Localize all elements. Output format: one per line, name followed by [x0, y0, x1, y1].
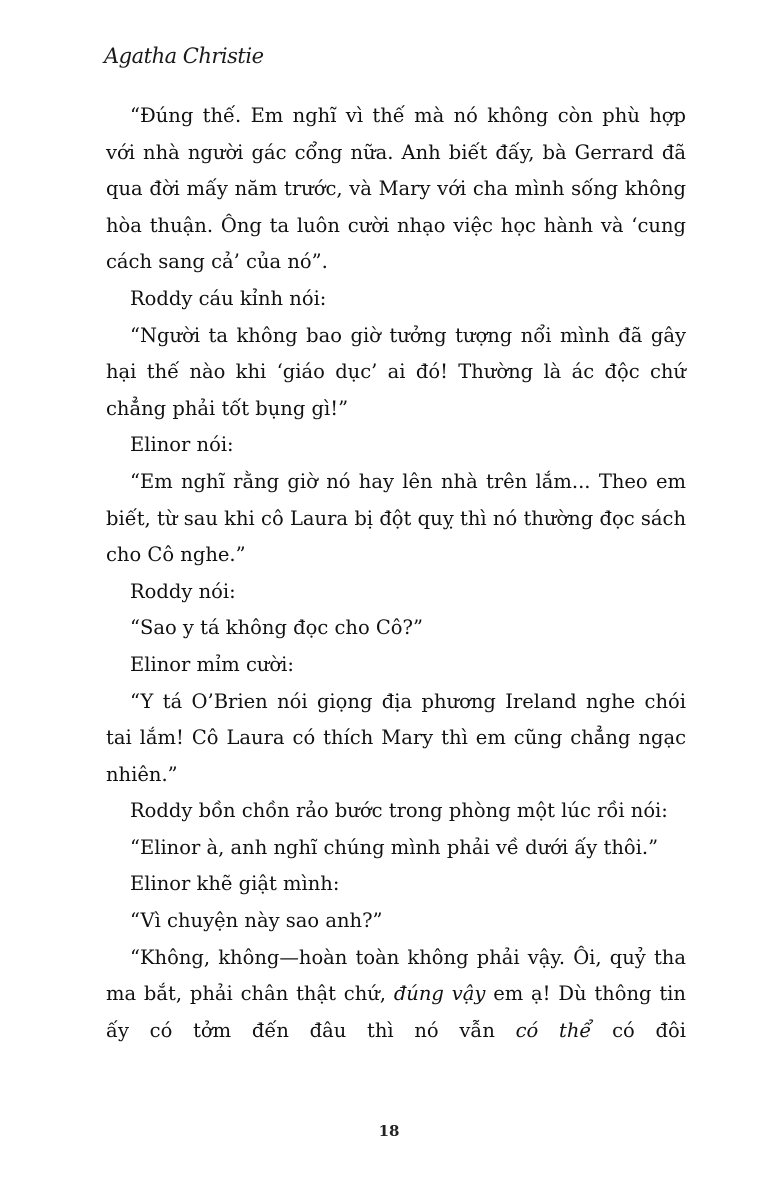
text-run: có đôi: [591, 1018, 686, 1042]
emphasis-text: đúng vậy: [393, 982, 486, 1006]
paragraph-continued: [106, 940, 686, 1050]
paragraph: “Vì chuyện này sao anh?”: [130, 909, 383, 933]
body-text: [106, 98, 686, 1049]
paragraph: “Y tá O’Brien nói giọng địa phương Ireland nghe chói tai lắm! Cô Laura có thích Mary thì em cũng chẳng ngạc nhiên.”: [106, 689, 686, 786]
paragraph: Roddy cáu kỉnh nói:: [130, 286, 327, 310]
paragraph: “Em nghĩ rằng giờ nó hay lên nhà trên lắm... Theo em biết, từ sau khi cô Laura bị đột quỵ thì nó thường đọc sách cho Cô nghe.”: [106, 469, 686, 567]
paragraph: “Đúng thế. Em nghĩ vì thế mà nó không còn phù hợp với nhà người gác cổng nữa. Anh biết đấy, bà Gerrard đã qua đời mấy năm trước, và Mary với cha mình sống không hòa thuận. Ông ta luôn cười nhạo việc học hành và ‘cung cách sang cả’ của nó”.: [106, 104, 686, 274]
paragraph: Elinor nói:: [130, 433, 234, 457]
text-run: “Không, không—hoàn toàn không phải vậy. Ôi, quỷ tha ma bắt, phải chân thật chứ,: [106, 945, 686, 1006]
emphasis-text: có thể: [515, 1018, 592, 1042]
paragraph: “Người ta không bao giờ tưởng tượng nổi mình đã gây hại thế nào khi ‘giáo dục’ ai đó! Thường là ác độc chứ chẳng phải tốt bụng gì!”: [106, 323, 686, 420]
paragraph: Elinor mỉm cười:: [130, 652, 294, 676]
author-signature: Agatha Christie: [104, 44, 264, 68]
paragraph: Roddy bồn chồn rảo bước trong phòng một lúc rồi nói:: [130, 799, 668, 823]
paragraph: “Sao y tá không đọc cho Cô?”: [130, 616, 423, 640]
paragraph: Roddy nói:: [130, 579, 236, 603]
page-number: 18: [378, 1122, 400, 1140]
paragraph: Elinor khẽ giật mình:: [130, 872, 340, 896]
paragraph: “Elinor à, anh nghĩ chúng mình phải về dưới ấy thôi.”: [130, 835, 659, 859]
text-run: em ạ! Dù thông tin ấy có tởm đến đâu thì nó vẫn: [106, 982, 686, 1042]
